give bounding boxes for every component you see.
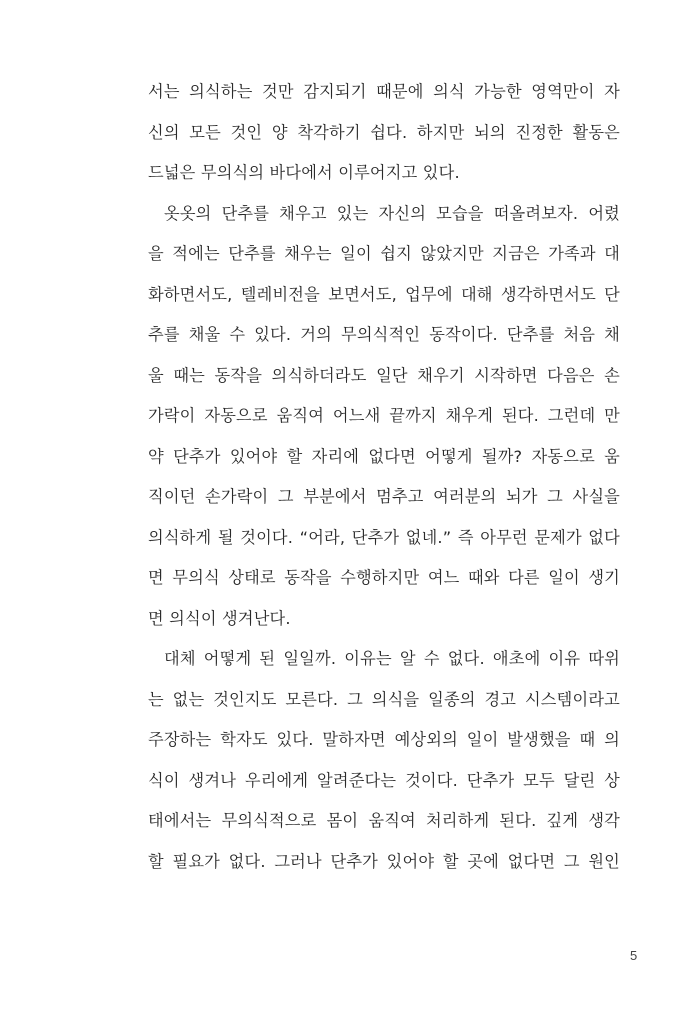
text-line: 추를 채울 수 있다. 거의 무의식적인 동작이다. 단추를 처음 채	[148, 325, 620, 344]
text-line: 가락이 자동으로 움직여 어느새 끝까지 채우게 된다. 그런데 만	[148, 406, 620, 425]
text-line: 주장하는 학자도 있다. 말하자면 예상외의 일이 발생했을 때 의	[148, 730, 620, 749]
text-line: 는 없는 것인지도 모른다. 그 의식을 일종의 경고 시스템이라고	[148, 689, 620, 709]
text-line: 할 필요가 없다. 그러나 단추가 있어야 할 곳에 없다면 그 원인	[148, 851, 620, 871]
text-line: 대체 어떻게 된 일일까. 이유는 알 수 없다. 애초에 이유 따위	[164, 649, 620, 668]
text-line: 약 단추가 있어야 할 자리에 없다면 어떻게 될까? 자동으로 움	[148, 446, 620, 466]
page-number: 5	[630, 948, 638, 963]
text-line: 면 의식이 생겨난다.	[148, 608, 291, 628]
text-line: 울 때는 동작을 의식하더라도 일단 채우기 시작하면 다음은 손	[148, 365, 620, 385]
text-line: 을 적에는 단추를 채우는 일이 쉽지 않았지만 지금은 가족과 대	[148, 244, 620, 263]
text-line: 태에서는 무의식적으로 몸이 움직여 처리하게 된다. 깊게 생각	[148, 811, 620, 830]
text-line: 서는 의식하는 것만 감지되기 때문에 의식 가능한 영역만이 자	[148, 82, 620, 101]
text-line: 직이던 손가락이 그 부분에서 멈추고 여러분의 뇌가 그 사실을	[148, 487, 620, 506]
text-line: 화하면서도, 텔레비전을 보면서도, 업무에 대해 생각하면서도 단	[148, 284, 620, 304]
text-line: 식이 생겨나 우리에게 알려준다는 것이다. 단추가 모두 달린 상	[148, 770, 620, 790]
text-line: 면 무의식 상태로 동작을 수행하지만 여느 때와 다른 일이 생기	[148, 568, 620, 587]
text-line: 옷옷의 단추를 채우고 있는 자신의 모습을 떠올려보자. 어렸	[164, 203, 620, 223]
text-line: 의식하게 될 것이다. “어라, 단추가 없네.” 즉 아무런 문제가 없다	[148, 527, 620, 547]
body-text	[148, 72, 620, 882]
text-line: 신의 모든 것인 양 착각하기 쉽다. 하지만 뇌의 진정한 활동은	[148, 122, 620, 142]
text-line: 드넓은 무의식의 바다에서 이루어지고 있다.	[148, 163, 460, 182]
